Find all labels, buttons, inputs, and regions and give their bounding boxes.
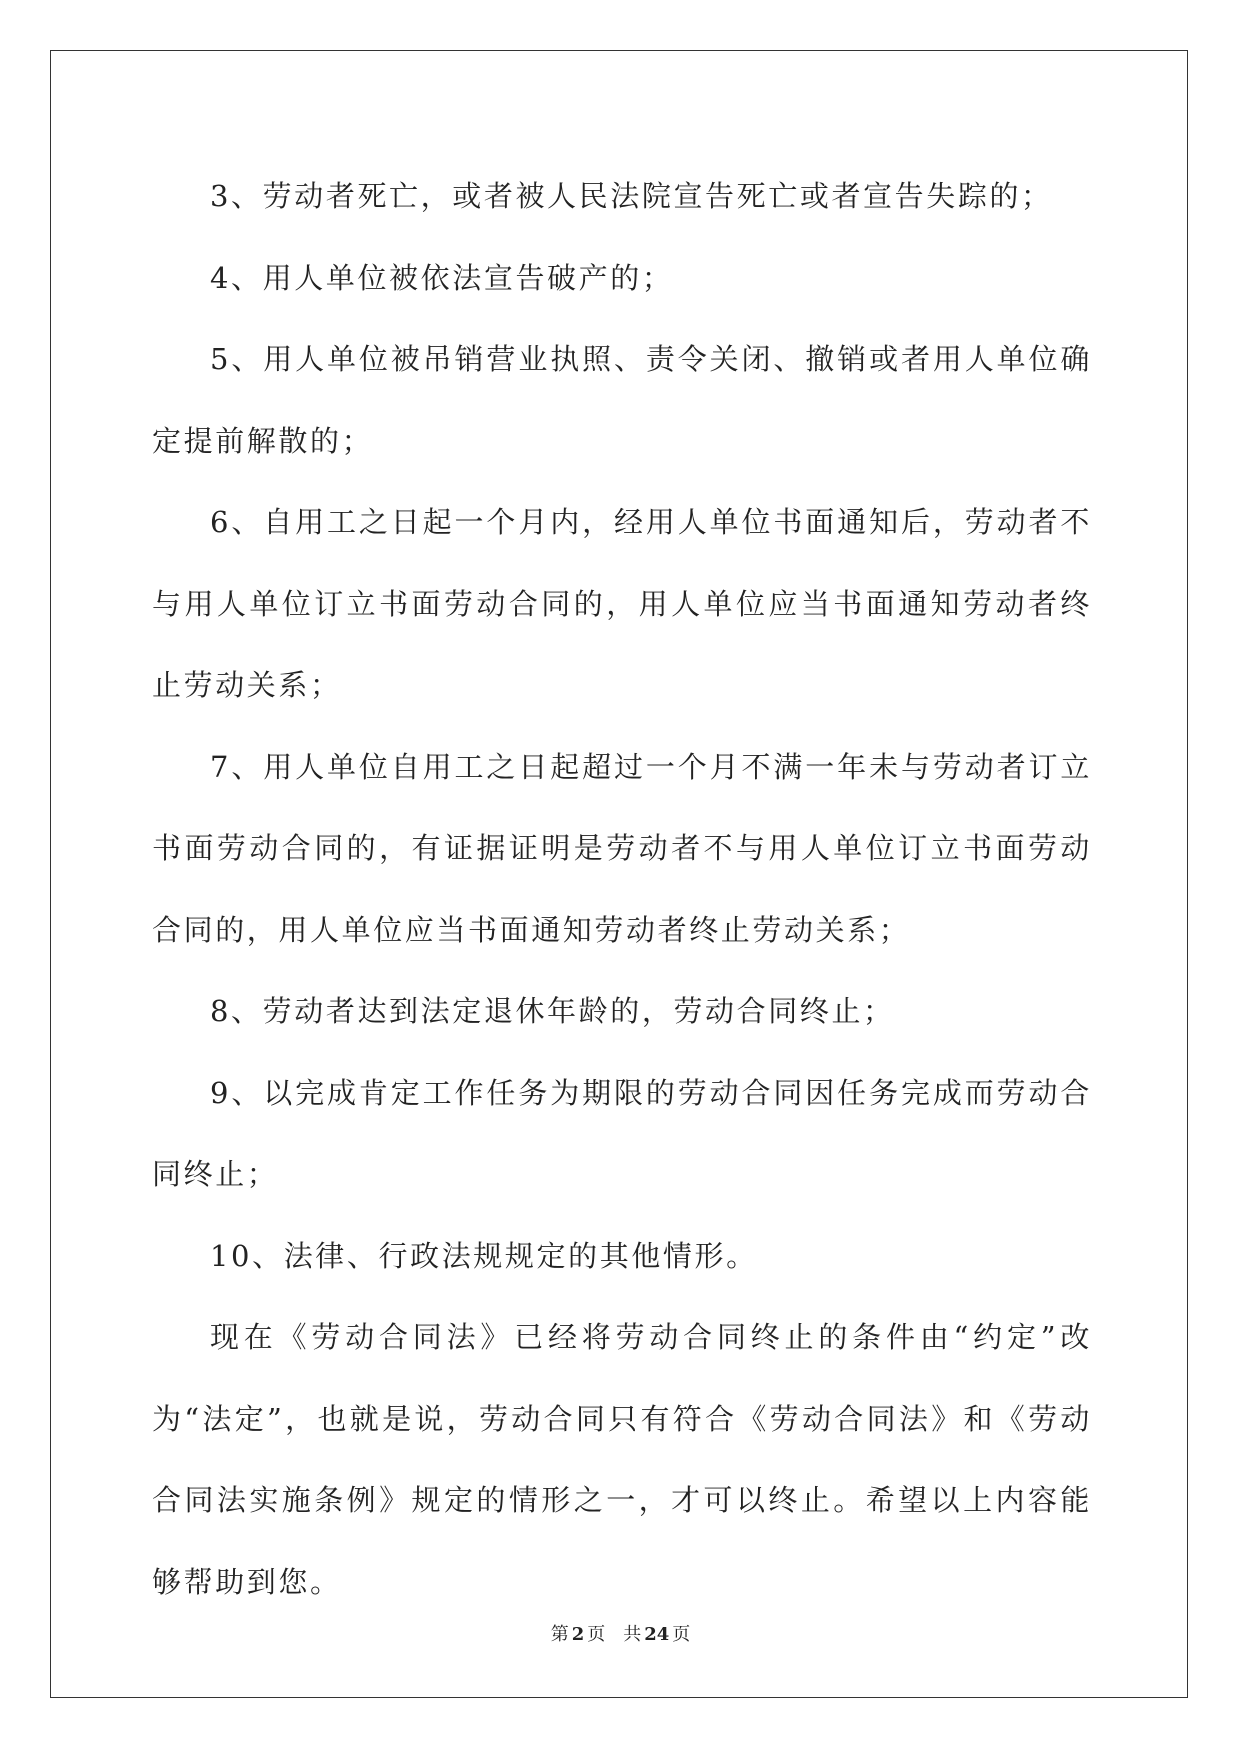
page-footer [0, 1620, 1241, 1646]
paragraph-item-7: 7、用人单位自用工之日起超过一个月不满一年未与劳动者订立书面劳动合同的，有证据证明是劳动者不与用人单位订立书面劳动合同的，用人单位应当书面通知劳动者终止劳动关系； [152, 749, 1092, 947]
page-number: 2 [571, 1624, 585, 1645]
document-body [152, 156, 1092, 1623]
page-prefix: 第 [550, 1624, 569, 1645]
total-prefix: 共 [623, 1624, 642, 1645]
paragraph-conclusion: 现在《劳动合同法》已经将劳动合同终止的条件由“约定”改为“法定”，也就是说，劳动合同只有符合《劳动合同法》和《劳动合同法实施条例》规定的情形之一，才可以终止。希望以上内容能够帮助到您。 [152, 1320, 1092, 1599]
paragraph-item-10: 10、法律、行政法规规定的其他情形。 [210, 1238, 758, 1273]
paragraph-item-8: 8、劳动者达到法定退休年龄的，劳动合同终止； [210, 994, 895, 1028]
total-pages: 24 [644, 1624, 670, 1645]
paragraph-item-3: 3、劳动者死亡，或者被人民法院宣告死亡或者宣告失踪的； [210, 179, 1053, 213]
page-suffix: 页 [587, 1624, 606, 1645]
paragraph-item-5: 5、用人单位被吊销营业执照、责令关闭、撤销或者用人单位确定提前解散的； [152, 342, 1092, 458]
total-suffix: 页 [672, 1624, 691, 1645]
paragraph-item-9: 9、以完成肯定工作任务为期限的劳动合同因任务完成而劳动合同终止； [152, 1075, 1092, 1191]
paragraph-item-4: 4、用人单位被依法宣告破产的； [210, 260, 674, 295]
paragraph-item-6: 6、自用工之日起一个月内，经用人单位书面通知后，劳动者不与用人单位订立书面劳动合同的，用人单位应当书面通知劳动者终止劳动关系； [152, 505, 1092, 702]
